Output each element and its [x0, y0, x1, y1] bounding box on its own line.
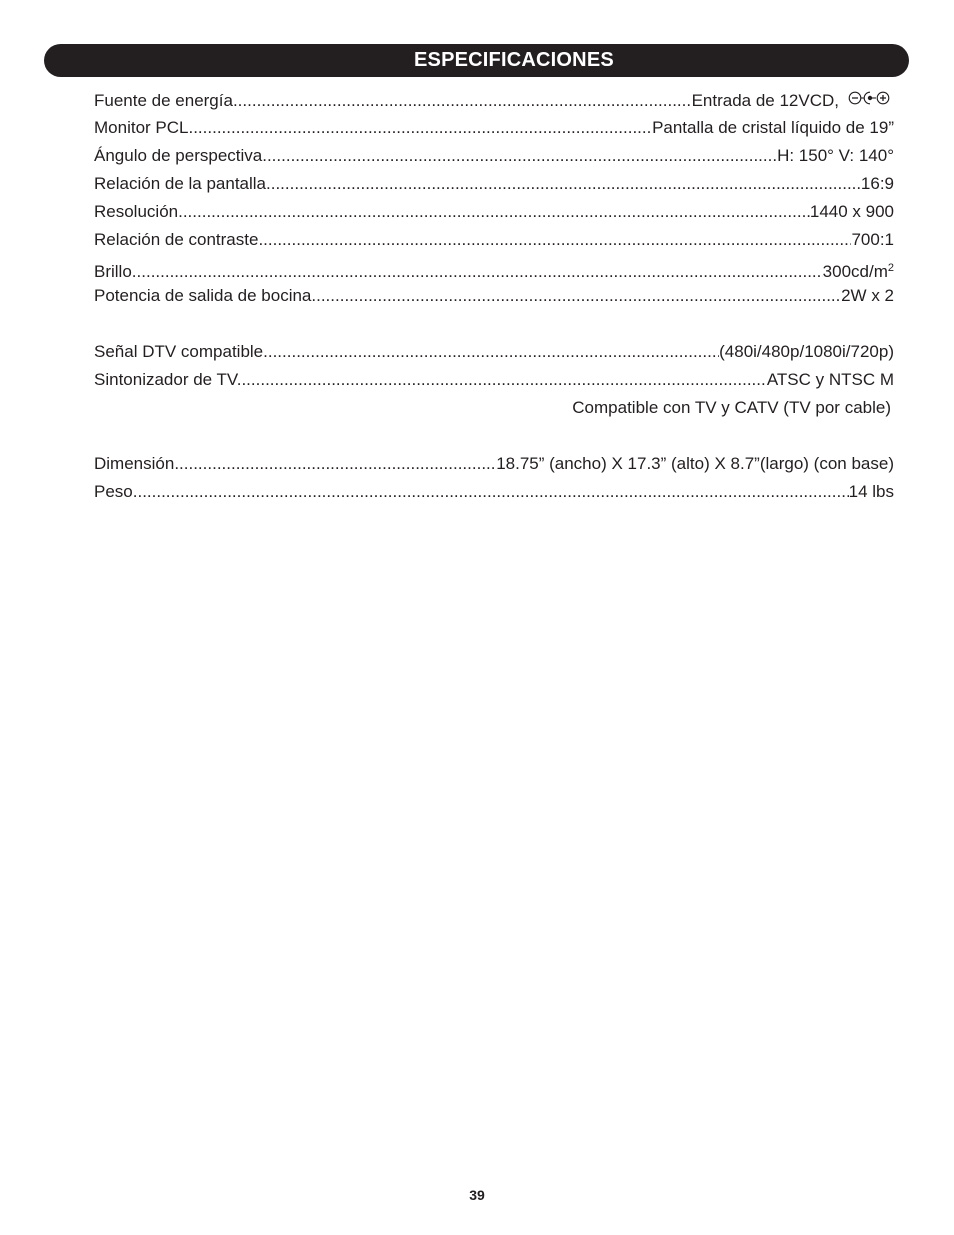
spec-label: Señal DTV compatible [94, 342, 264, 361]
spec-value: ATSC y NTSC M [766, 370, 894, 389]
specifications-list [94, 86, 894, 506]
spec-value: 2W x 2 [841, 286, 894, 305]
spec-label: Fuente de energía [94, 91, 233, 110]
spec-value: 700:1 [851, 230, 894, 249]
section-title: ESPECIFICACIONES [414, 49, 614, 71]
spec-row-viewing-angle [94, 142, 894, 170]
spacer [94, 422, 894, 450]
spec-row-speaker-output [94, 282, 894, 310]
spec-row-tv-tuner [94, 366, 894, 394]
spec-row-contrast [94, 226, 894, 254]
dot-leader [241, 366, 766, 394]
spec-row-power [94, 86, 894, 114]
dc-polarity-icon [848, 86, 894, 114]
spec-label: Peso [94, 482, 133, 501]
spec-value: 14 lbs [848, 482, 894, 501]
spec-value: 18.75” (ancho) X 17.3” (alto) X 8.7”(largo) (con base) [496, 454, 894, 473]
spec-label: Sintonizador de TV. [94, 370, 242, 389]
dot-leader [258, 226, 851, 254]
spec-label: Brillo [94, 262, 132, 281]
page-number: 39 [469, 1187, 485, 1203]
dot-leader [262, 142, 777, 170]
dot-leader [132, 258, 823, 282]
spacer [94, 310, 894, 338]
spec-label: Dimensión [94, 454, 175, 473]
dot-leader [233, 87, 692, 114]
spec-value: 16:9 [860, 174, 894, 193]
dot-leader [188, 114, 652, 142]
dot-leader [266, 170, 861, 198]
spec-value: H: 150° V: 140° [777, 146, 894, 165]
spec-row-monitor [94, 114, 894, 142]
spec-label: Monitor PCL [94, 118, 189, 137]
dot-leader [263, 338, 719, 366]
spec-label: Potencia de salida de bocina [94, 286, 312, 305]
spec-row-dtv-signal [94, 338, 894, 366]
spec-value: (480i/480p/1080i/720p) [719, 342, 894, 361]
dot-leader [178, 198, 810, 226]
spec-value: Entrada de 12VCD, [692, 86, 894, 114]
spec-row-resolution [94, 198, 894, 226]
spec-label: Relación de la pantalla [94, 174, 267, 193]
spec-row-dimension [94, 450, 894, 478]
dot-leader [174, 450, 496, 478]
spec-label: Relación de contraste [94, 230, 259, 249]
spec-note-tuner-compatibility: Compatible con TV y CATV (TV por cable) [572, 398, 891, 417]
spec-row-brightness [94, 254, 894, 282]
spec-value: $300cd/m^2$ [822, 262, 894, 281]
spec-label: Resolución [94, 202, 179, 221]
spec-row-aspect-ratio [94, 170, 894, 198]
spec-label: Ángulo de perspectiva [94, 146, 263, 165]
superscript: 2 [887, 262, 894, 274]
section-header-bar [44, 44, 909, 77]
dot-leader [311, 282, 841, 310]
spec-value: Pantalla de cristal líquido de 19” [652, 118, 894, 137]
spec-row-weight [94, 478, 894, 506]
spec-value: 1440 x 900 [809, 202, 894, 221]
dot-leader [133, 478, 849, 506]
